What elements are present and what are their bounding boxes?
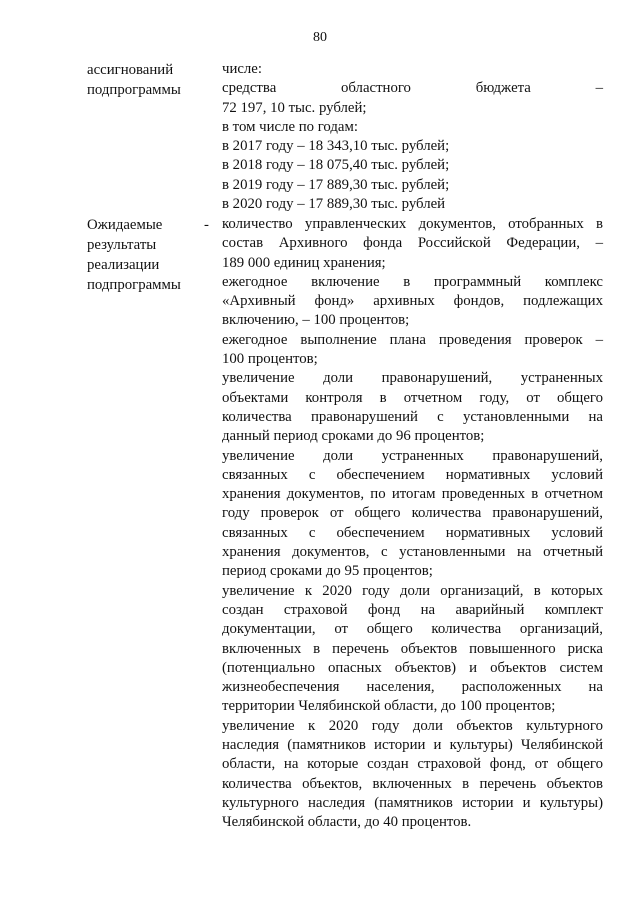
page-number: 80: [313, 30, 327, 45]
text-line: хранения документов, с установленными на отчетный: [222, 544, 603, 561]
text-line: период сроками до 95 процентов;: [222, 563, 433, 580]
text-line: связанных с обеспечением нормативных условий: [222, 466, 603, 483]
text-line: количество управленческих документов, отобранных в: [222, 216, 603, 232]
text-line: количества объектов, включенных в перечень объектов: [222, 775, 603, 792]
text-line: числе:: [222, 61, 262, 77]
text-line: 72 197, 10 тыс. рублей;: [222, 99, 367, 116]
text-line: хранения документов, по итогам проведенных в отчетном: [222, 486, 603, 503]
text-line: создан страховой фонд на аварийный комплект: [222, 601, 603, 618]
text-line: области, на которые создан страховой фонд, от общего: [222, 756, 603, 773]
label-line: результаты: [87, 237, 157, 253]
text-line: увеличение доли устраненных правонарушений,: [222, 447, 603, 464]
text-line: документации, от общего количества организаций,: [222, 621, 603, 638]
label-line: подпрограммы: [87, 82, 181, 98]
text-line: наследия (памятников истории и культуры) Челябинской: [222, 737, 603, 754]
text-line: культурного наследия (памятников истории и культуры): [222, 794, 603, 811]
text-line: в 2017 году – 18 343,10 тыс. рублей;: [222, 138, 450, 155]
text-line: Челябинской области, до 40 процентов.: [222, 814, 472, 831]
text-line: ежегодное выполнение плана проведения проверок –: [222, 331, 603, 348]
section-content: [222, 215, 603, 833]
label-line: Ожидаемые: [87, 217, 163, 233]
section-dash: -: [204, 217, 209, 233]
label-line: реализации: [87, 257, 160, 273]
text-line: 189 000 единиц хранения;: [222, 254, 386, 271]
text-line: включенных в перечень объектов повышенного риска: [222, 640, 603, 657]
text-line: объектами контроля в отчетном году, от общего: [222, 389, 603, 406]
text-line: в том числе по годам:: [222, 118, 358, 135]
label-line: ассигнований: [87, 62, 174, 78]
text-line: 100 процентов;: [222, 351, 318, 368]
text-line: ежегодное включение в программный комплекс: [222, 273, 603, 290]
text-line: территории Челябинской области, до 100 процентов;: [222, 698, 556, 715]
text-line: «Архивный фонд» архивных фондов, подлежащих: [222, 293, 603, 310]
text-line: году проверок от общего количества правонарушений,: [222, 505, 603, 522]
text-line: средства областного бюджета –: [222, 80, 603, 97]
text-line: в 2019 году – 17 889,30 тыс. рублей;: [222, 176, 450, 193]
text-line: состав Архивного фонда Российской Федерации, –: [222, 235, 603, 252]
text-line: увеличение к 2020 году доли объектов культурного: [222, 717, 603, 734]
text-line: включению, – 100 процентов;: [222, 312, 410, 329]
text-line: количества правонарушений с установленными на: [222, 408, 603, 425]
text-line: увеличение к 2020 году доли организаций, в которых: [222, 582, 603, 599]
text-line: связанных с обеспечением нормативных условий: [222, 524, 603, 541]
text-line: жизнеобеспечения населения, расположенных на: [222, 679, 603, 696]
section-content: [222, 60, 603, 214]
label-line: подпрограммы: [87, 277, 181, 293]
section-label: [87, 60, 197, 100]
text-line: данный период сроками до 96 процентов;: [222, 428, 485, 445]
section-label: [87, 215, 197, 295]
text-line: в 2018 году – 18 075,40 тыс. рублей;: [222, 157, 450, 174]
text-line: (потенциально опасных объектов) и объектов систем: [222, 659, 603, 676]
text-line: увеличение доли правонарушений, устраненных: [222, 370, 603, 387]
text-line: в 2020 году – 17 889,30 тыс. рублей: [222, 196, 446, 213]
